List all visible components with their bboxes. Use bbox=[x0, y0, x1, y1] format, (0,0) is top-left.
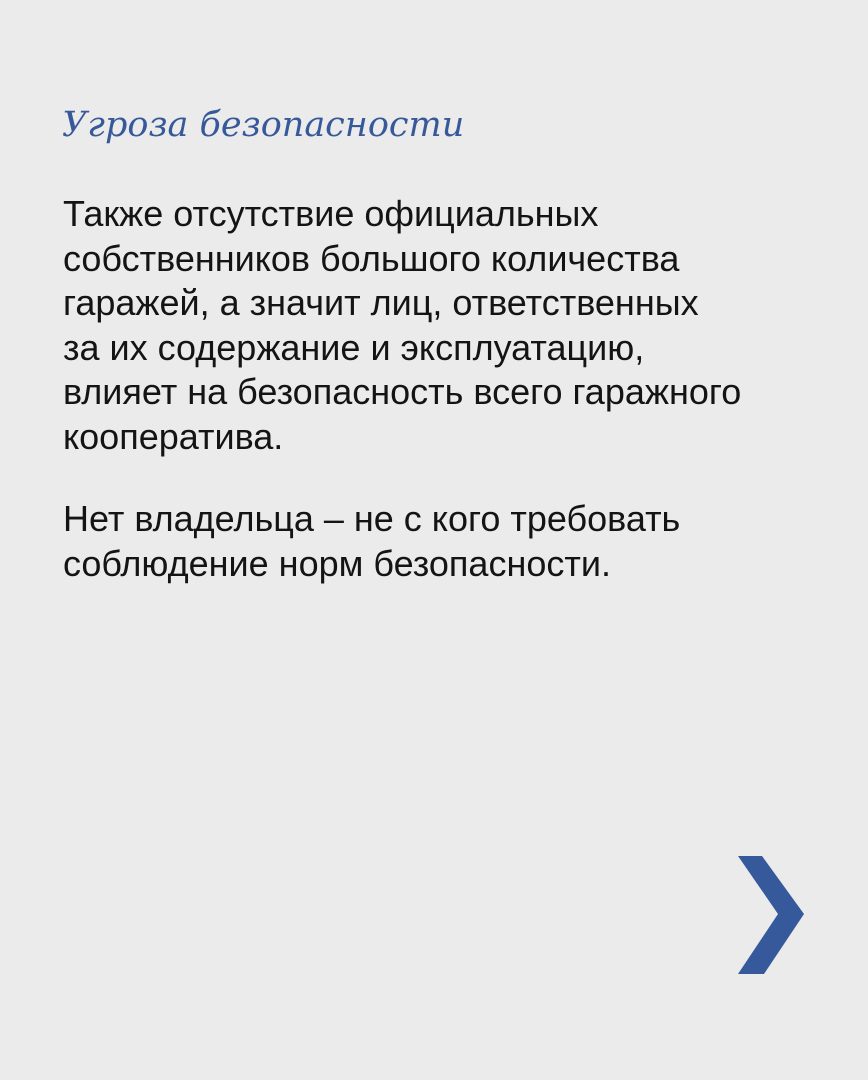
slide-heading: Угроза безопасности bbox=[62, 105, 465, 145]
paragraph-line: Нет владельца – не с кого требовать bbox=[63, 498, 681, 539]
paragraph-no-owner bbox=[63, 497, 680, 586]
paragraph-line: гаражей, а значит лиц, ответственных bbox=[63, 282, 699, 324]
next-slide-button[interactable] bbox=[738, 856, 804, 976]
paragraph-line: за их содержание и эксплуатацию, bbox=[63, 326, 645, 368]
paragraph-ownership bbox=[63, 192, 741, 460]
paragraph-line: Также отсутствие официальных bbox=[63, 193, 599, 234]
paragraph-line: кооператива. bbox=[63, 415, 284, 457]
chevron-right-icon bbox=[738, 856, 804, 976]
paragraph-line: собственников большого количества bbox=[63, 237, 680, 279]
paragraph-line: соблюдение норм безопасности. bbox=[63, 542, 611, 584]
paragraph-line: влияет на безопасность всего гаражного bbox=[63, 371, 742, 413]
